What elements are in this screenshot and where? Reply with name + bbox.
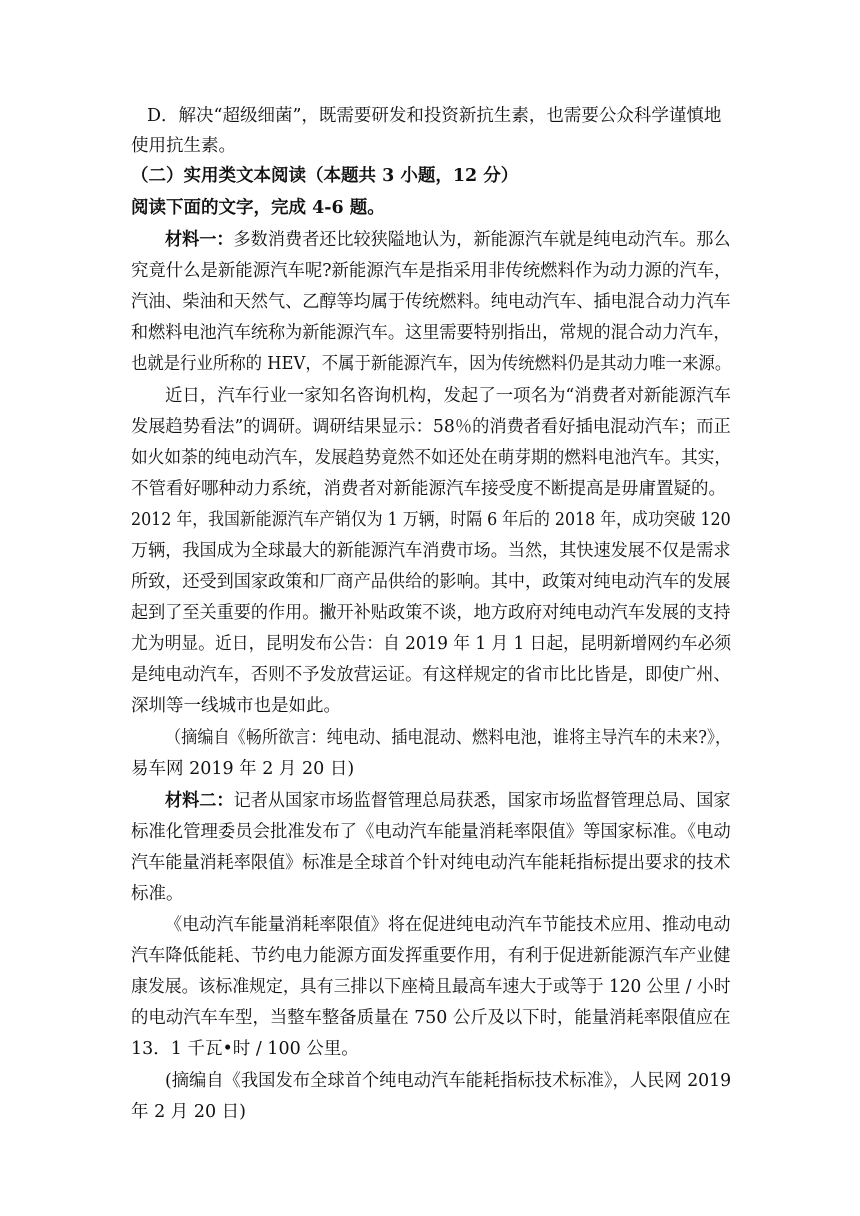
material1-p2-line-7: 起到了至关重要的作用。撇开补贴政策不谈，地方政府对纯电动汽车发展的支持 [131,603,731,623]
material2-source-line-1: 年 2 月 20 日) [131,1102,246,1122]
material2-p1-line-3: 标准。 [131,884,184,904]
section-heading: （二）实用类文本阅读（本题共 3 小题，12 分） [131,166,519,186]
material2-p2-line-0: 《电动汽车能量消耗率限值》将在促进纯电动汽车节能技术应用、推动电动 [165,915,731,935]
material2-paragraph1-line [165,790,730,812]
material1-paragraph1-line [165,229,730,251]
material2-p2-line-3: 的电动汽车车型，当整车整备质量在 750 公斤及以下时，能量消耗率限值应在 [131,1008,731,1028]
material1-label: 材料一： [165,230,234,250]
material1-source-line-0: （摘编自《畅所欲言：纯电动、插电混动、燃料电池，谁将主导汽车的未来?》， [165,728,732,748]
material1-p2-line-3: 不管看好哪种动力系统，消费者对新能源汽车接受度不断提高是毋庸置疑的。 [131,479,726,499]
material2-p1-line-1: 标准化管理委员会批准发布了《电动汽车能量消耗率限值》等国家标准。《电动 [131,822,731,842]
option-d-line-2: 使用抗生素。 [131,136,236,156]
material2-p2-line-1: 汽车降低能耗、节约电力能源方面发挥重要作用，有利于促进新能源汽车产业健 [131,946,731,966]
material2-p1-line-0: 记者从国家市场监督管理总局获悉，国家市场监督管理总局、国家 [233,791,731,811]
material1-p2-line-6: 所致，还受到国家政策和厂商产品供给的影响。其中，政策对纯电动汽车的发展 [131,572,731,592]
material2-p2-line-4: 13．1 千瓦•时 / 100 公里。 [131,1039,359,1059]
material1-p1-line-2: 汽油、柴油和天然气、乙醇等均属于传统燃料。纯电动汽车、插电混合动力汽车 [131,292,731,312]
material1-p2-line-5: 万辆，我国成为全球最大的新能源汽车消费市场。当然，其快速发展不仅是需求 [131,541,731,561]
material1-p2-line-1: 发展趋势看法”的调研。调研结果显示：58％的消费者看好插电混动汽车；而正 [131,417,731,437]
option-d-line-1: D．解决“超级细菌”，既需要研发和投资新抗生素，也需要公众科学谨慎地 [147,106,722,126]
material1-p1-line-1: 究竟什么是新能源汽车呢?新能源汽车是指采用非传统燃料作为动力源的汽车， [131,261,732,281]
material1-p2-line-4: 2012 年，我国新能源汽车产销仅为 1 万辆，时隔 6 年后的 2018 年，成功突破 120 [131,510,731,530]
material1-p1-line-3: 和燃料电池汽车统称为新能源汽车。这里需要特别指出，常规的混合动力汽车， [131,323,731,343]
material2-source-line-0: (摘编自《我国发布全球首个纯电动汽车能耗指标技术标准》，人民网 2019 [165,1071,732,1091]
material1-source-line-1: 易车网 2019 年 2 月 20 日) [131,759,355,779]
material1-p2-line-9: 是纯电动汽车，否则不予发放营运证。有这样规定的省市比比皆是，即使广州、 [131,665,731,685]
material1-p2-line-8: 尤为明显。近日，昆明发布公告：自 2019 年 1 月 1 日起，昆明新增网约车必须 [131,634,732,654]
reading-instruction: 阅读下面的文字，完成 4-6 题。 [131,198,385,218]
material1-p2-line-0: 近日，汽车行业一家知名咨询机构，发起了一项名为“消费者对新能源汽车 [165,386,731,406]
material2-p1-line-2: 汽车能量消耗率限值》标准是全球首个针对纯电动汽车能耗指标提出要求的技术 [131,853,731,873]
material2-label: 材料二： [165,791,234,811]
material1-p1-line-4: 也就是行业所称的 HEV，不属于新能源汽车，因为传统燃料仍是其动力唯一来源。 [131,354,732,374]
material2-p2-line-2: 康发展。该标准规定，具有三排以下座椅且最高车速大于或等于 120 公里 / 小时 [131,977,731,997]
material1-p2-line-10: 深圳等一线城市也是如此。 [131,696,341,716]
material1-p2-line-2: 如火如荼的纯电动汽车，发展趋势竟然不如还处在萌芽期的燃料电池汽车。其实， [131,448,732,468]
material1-p1-line-0: 多数消费者还比较狭隘地认为，新能源汽车就是纯电动汽车。那么 [233,230,731,250]
